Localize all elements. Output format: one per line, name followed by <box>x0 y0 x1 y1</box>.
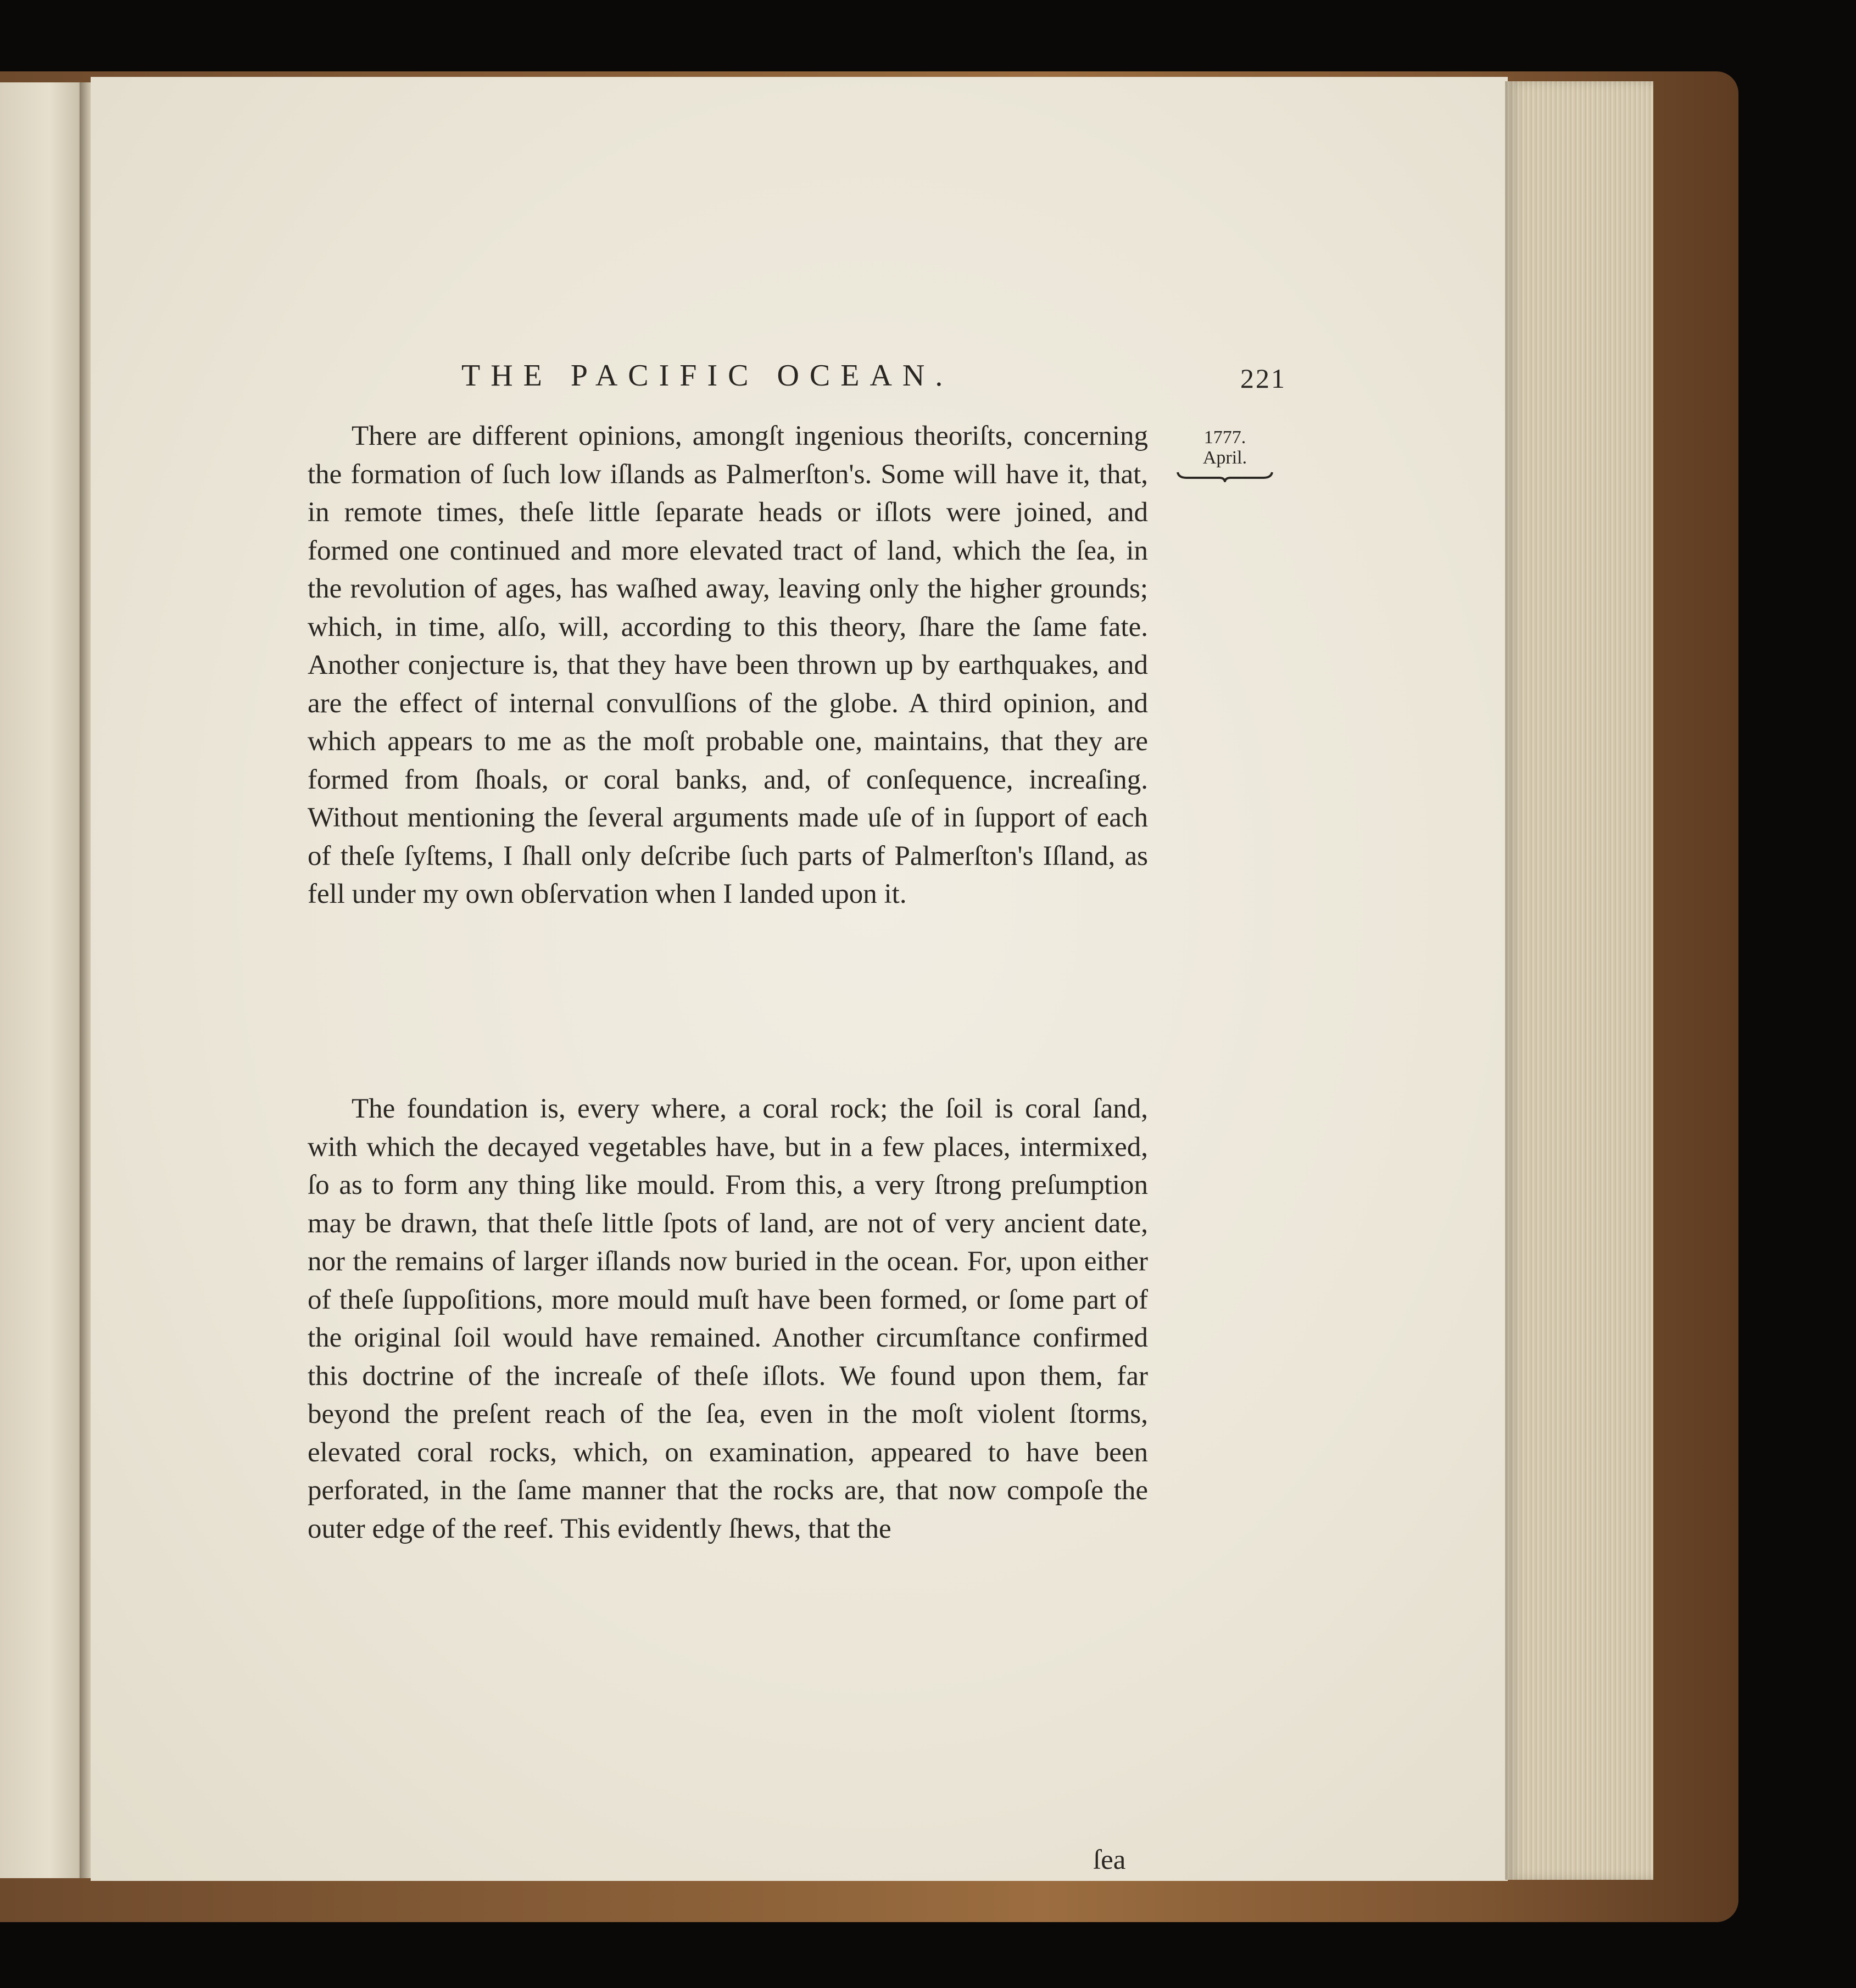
brace-icon <box>1175 468 1274 482</box>
marginal-month: April. <box>1202 448 1247 468</box>
marginal-note <box>1181 427 1269 482</box>
page-number: 221 <box>1240 363 1286 394</box>
running-head: THE PACIFIC OCEAN. <box>461 359 954 393</box>
left-page <box>0 82 82 1878</box>
catchword: ſea <box>1093 1845 1126 1875</box>
page-block-edges <box>1505 81 1653 1880</box>
right-page <box>91 77 1508 1881</box>
paragraph-1: There are different opinions, amongſt ingenious theoriſts, concerning the formation of ſuch low iſlands as Palmerſton's. Some will have it, that, in remote times, theſe little ſeparate heads or iſlots were joined, and formed one continued and more elevated tract of land, which the ſea, in the revolution of ages, has waſhed away, leaving only the higher grounds; which, in time, alſo, will, according to this theory, ſhare the ſame fate. Another conjecture is, that they have been thrown up by earthquakes, and are the effect of internal convulſions of the globe. A third opinion, and which appears to me as the moſt probable one, maintains, that they are formed from ſhoals, or coral banks, and, of conſequence, increaſing. Without mentioning the ſeveral arguments made uſe of in ſupport of each of theſe ſyſtems, I ſhall only deſcribe ſuch parts of Palmerſton's Iſland, as fell under my own obſervation when I landed upon it. <box>308 421 1148 909</box>
paragraph-2: The foundation is, every where, a coral rock; the ſoil is coral ſand, with which the decayed vegetables have, but in a few places, intermixed, ſo as to form any thing like mould. From this, a very ſtrong preſumption may be drawn, that theſe little ſpots of land, are not of very ancient date, nor the remains of larger iſlands now buried in the ocean. For, upon either of theſe ſuppoſitions, more mould muſt have been formed, or ſome part of the original ſoil would have remained. Another circumſtance confirmed this doctrine of the increaſe of theſe iſlots. We found upon them, far beyond the preſent reach of the ſea, even in the moſt violent ſtorms, elevated coral rocks, which, on examination, appeared to have been perforated, in the ſame manner that the rocks are, that now compoſe the outer edge of the reef. This evidently ſhews, that the <box>308 1093 1148 1544</box>
marginal-year: 1777. <box>1203 427 1246 448</box>
